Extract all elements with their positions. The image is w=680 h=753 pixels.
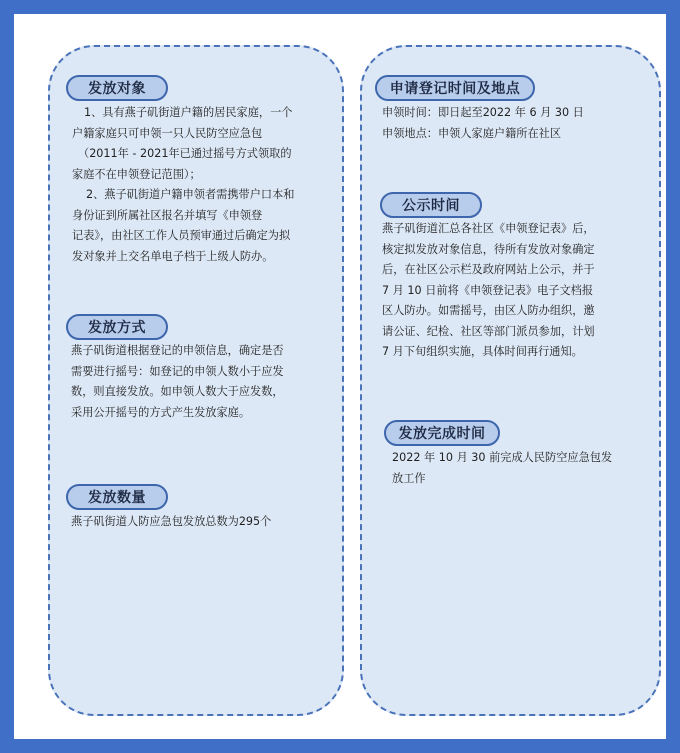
section-body-quantity: 燕子矶街道人防应急包发放总数为295个: [71, 515, 272, 528]
section-title-registration: 申请登记时间及地点: [375, 75, 535, 101]
page-content: [14, 14, 666, 739]
section-title-target: 发放对象: [66, 75, 168, 101]
right-panel: [360, 45, 661, 716]
section-title-publicity: 公示时间: [380, 192, 482, 218]
section-body-method: 燕子矶街道根据登记的申领信息，确定是否 需要进行摇号：如登记的申领人数小于应发 数，则直接发放。如申领人数大于应发数， 采用公开摇号的方式产生发放家庭。: [71, 344, 284, 419]
section-body-registration: 申领时间：即日起至2022 年 6 月 30 日 申领地点：申领人家庭户籍所在社区: [382, 106, 584, 140]
section-title-completion: 发放完成时间: [384, 420, 500, 446]
section-title-quantity: 发放数量: [66, 484, 168, 510]
section-title-method: 发放方式: [66, 314, 168, 340]
section-body-publicity: 燕子矶街道汇总各社区《申领登记表》后， 核定拟发放对象信息，待所有发放对象确定 后，在社区公示栏及政府网站上公示，并于 7 月 10 日前将《申领登记表》电子文档报 区人防办。如需摇号，由区人防办组织，邀 请公证、纪检、社区等部门派员参加，计划 7 月下旬组织实施，具体时间再行通知。: [382, 222, 595, 358]
section-body-target: 1、具有燕子矶街道户籍的居民家庭，一个 户籍家庭只可申领一只人民防空应急包 （2011年 - 2021年已通过摇号方式领取的 家庭不在申领登记范围）； 2、燕子矶街道户籍申领者需携带户口本和 身份证到所属社区报名并填写《申领登 记表》，由社区工作人员预审通过后确定为拟 发对象并上交名单电子档于上级人防办。: [72, 106, 295, 263]
section-body-completion: 2022 年 10 月 30 前完成人民防空应急包发 放工作: [392, 451, 613, 485]
